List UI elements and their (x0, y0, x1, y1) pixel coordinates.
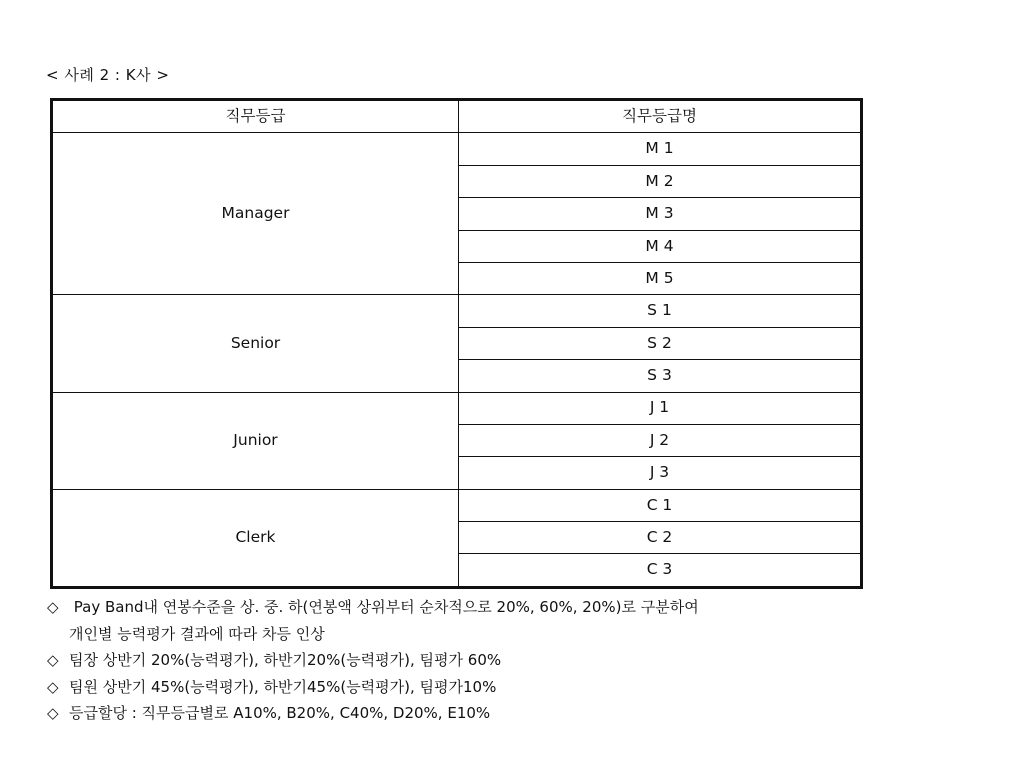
diamond-bullet-icon: ◇ (47, 677, 59, 696)
table-row (52, 489, 862, 521)
note-text: 팀장 상반기 20%(능력평가), 하반기20%(능력평가), 팀평가 60% (69, 651, 502, 669)
table-row (52, 295, 862, 327)
grade-cell-senior: Senior (52, 295, 459, 392)
case-title: < 사례 2 : K사 > (46, 66, 170, 84)
grade-name-cell: M 5 (459, 262, 862, 294)
grade-name-cell: J 1 (459, 392, 862, 424)
note-pay-band-continued: 개인별 능력평가 결과에 따라 차등 인상 (69, 624, 325, 643)
note-text: 등급할당 : 직무등급별로 A10%, B20%, C40%, D20%, E10% (69, 704, 491, 722)
note-text: 팀원 상반기 45%(능력평가), 하반기45%(능력평가), 팀평가10% (69, 677, 497, 696)
grade-cell-junior: Junior (52, 392, 459, 489)
note-text: Pay Band내 연봉수준을 상. 중. 하(연봉액 상위부터 순차적으로 20%, 60%, 20%)로 구분하여 (69, 598, 699, 616)
grade-name-cell: S 2 (459, 327, 862, 359)
grade-name-cell: M 4 (459, 230, 862, 262)
notes-section (47, 594, 699, 727)
table-header-row (52, 100, 862, 133)
header-job-grade: 직무등급 (52, 100, 459, 133)
table-row (52, 392, 862, 424)
table-row (52, 133, 862, 165)
job-grade-table (50, 98, 863, 589)
grade-cell-clerk: Clerk (52, 489, 459, 587)
diamond-bullet-icon: ◇ (47, 704, 59, 722)
note-pay-band (47, 594, 699, 621)
note-team-member (47, 674, 699, 701)
grade-name-cell: J 2 (459, 424, 862, 456)
note-grade-allocation (47, 700, 699, 727)
grade-name-cell: J 3 (459, 457, 862, 489)
diamond-bullet-icon: ◇ (47, 598, 59, 616)
header-job-grade-name: 직무등급명 (459, 100, 862, 133)
grade-name-cell: C 2 (459, 522, 862, 554)
grade-cell-manager: Manager (52, 133, 459, 295)
diamond-bullet-icon: ◇ (47, 651, 59, 669)
grade-name-cell: M 2 (459, 165, 862, 197)
grade-name-cell: S 3 (459, 360, 862, 392)
grade-name-cell: M 3 (459, 198, 862, 230)
grade-name-cell: C 3 (459, 554, 862, 587)
note-team-leader (47, 647, 699, 674)
grade-name-cell: S 1 (459, 295, 862, 327)
grade-name-cell: M 1 (459, 133, 862, 165)
grade-name-cell: C 1 (459, 489, 862, 521)
